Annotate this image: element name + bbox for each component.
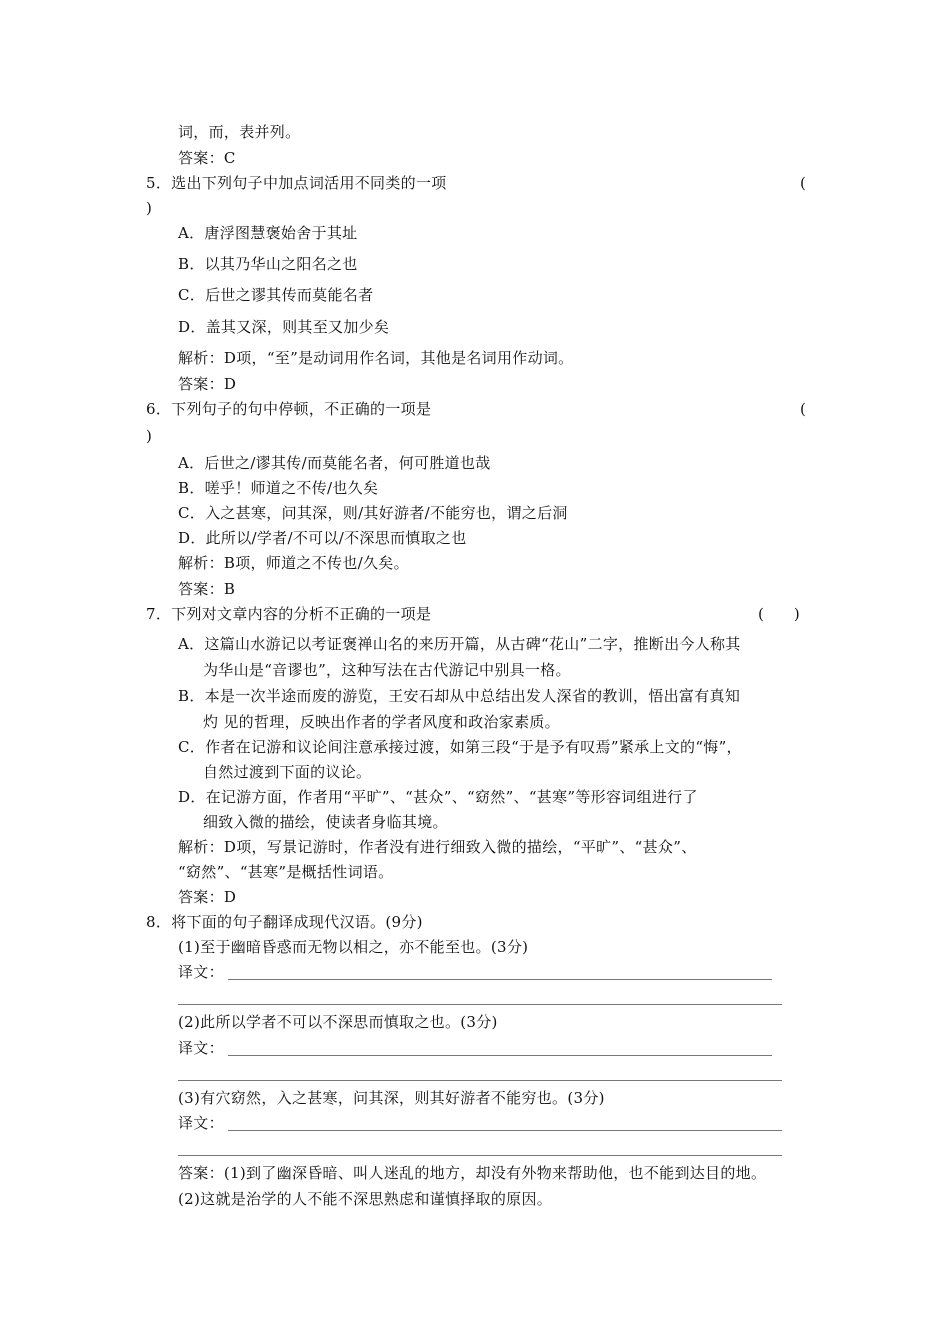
q7-answer: 答案：D [178,888,237,906]
q6-paren-open: ( [800,400,806,418]
q8-answer-line-3a[interactable] [228,1130,782,1131]
answer-q4: 答案：C [178,149,236,167]
q5-answer: 答案：D [178,375,237,393]
q8-answer-line-3b[interactable] [178,1155,782,1156]
q5-option-c: C．后世之谬其传而莫能名者 [178,286,374,304]
q6-analysis: 解析：B项，师道之不传也/久矣。 [178,554,409,572]
q6-paren-close: ) [146,427,153,445]
q7-option-a-line1: A．这篇山水游记以考证褒禅山名的来历开篇，从古碑“花山”二字，推断出今人称其 [178,635,741,653]
q5-stem: 5．选出下列句子中加点词活用不同类的一项 [146,174,447,192]
q8-answer-line-1a[interactable] [228,979,772,980]
q5-paren-close: ) [146,199,153,217]
q7-option-c-line1: C．作者在记游和议论间注意承接过渡，如第三段“于是予有叹焉”紧承上文的“悔”， [178,738,742,756]
q8-stem: 8．将下面的句子翻译成现代汉语。(9分) [146,913,423,931]
q5-option-b: B．以其乃华山之阳名之也 [178,255,358,273]
q8-answer-line-1b[interactable] [178,1004,782,1005]
q8-answer-line-2a[interactable] [228,1055,772,1056]
q7-option-d-line2: 细致入微的描绘，使读者身临其境。 [203,813,448,831]
q6-option-b: B．嗟乎！师道之不传/也久矣 [178,479,379,497]
q8-answer-line2: (2)这就是治学的人不能不深思熟虑和谨慎择取的原因。 [178,1190,553,1208]
q6-option-d: D．此所以/学者/不可以/不深思而慎取之也 [178,529,467,547]
q8-sentence-1: (1)至于幽暗昏惑而无物以相之，亦不能至也。(3分) [178,938,529,956]
q8-sentence-3: (3)有穴窈然，入之甚寒，问其深，则其好游者不能穷也。(3分) [178,1089,605,1107]
q7-option-c-line2: 自然过渡到下面的议论。 [203,763,372,781]
q6-answer: 答案：B [178,580,236,598]
q8-answer-line1: 答案：(1)到了幽深昏暗、叫人迷乱的地方，却没有外物来帮助他，也不能到达目的地。 [178,1164,767,1182]
q7-option-a-line2: 为华山是“音谬也”，这种写法在古代游记中别具一格。 [203,661,571,679]
q6-option-c: C．入之甚寒，问其深，则/其好游者/不能穷也，谓之后洞 [178,504,568,522]
q8-answer-line-2b[interactable] [178,1080,782,1081]
q7-stem: 7．下列对文章内容的分析不正确的一项是 [146,605,432,623]
q5-option-d: D．盖其又深，则其至又加少矣 [178,318,390,336]
q7-analysis-line1: 解析：D项，写景记游时，作者没有进行细致入微的描绘，“平旷”、“甚众”、 [178,838,697,856]
q8-translate-label-1: 译文： [178,963,224,981]
q8-translate-label-2: 译文： [178,1039,224,1057]
q5-analysis: 解析：D项，“至”是动词用作名词，其他是名词用作动词。 [178,349,574,367]
q5-option-a: A．唐浮图慧褒始舍于其址 [178,224,358,242]
q7-option-d-line1: D．在记游方面，作者用“平旷”、“甚众”、“窈然”、“甚寒”等形容词组进行了 [178,788,698,806]
q5-paren-open: ( [800,174,806,192]
analysis-continuation: 词，而，表并列。 [178,123,301,141]
q8-sentence-2: (2)此所以学者不可以不深思而慎取之也。(3分) [178,1013,498,1031]
q6-stem: 6．下列句子的句中停顿，不正确的一项是 [146,400,432,418]
q7-option-b-line1: B．本是一次半途而废的游览，王安石却从中总结出发人深省的教训，悟出富有真知 [178,687,741,705]
q7-analysis-line2: “窈然”、“甚寒”是概括性词语。 [178,863,394,881]
q7-paren: ( ) [758,605,800,623]
q7-option-b-line2: 灼 见的哲理，反映出作者的学者风度和政治家素质。 [203,713,560,731]
q8-translate-label-3: 译文： [178,1114,224,1132]
q6-option-a: A．后世之/谬其传/而莫能名者，何可胜道也哉 [178,454,491,472]
